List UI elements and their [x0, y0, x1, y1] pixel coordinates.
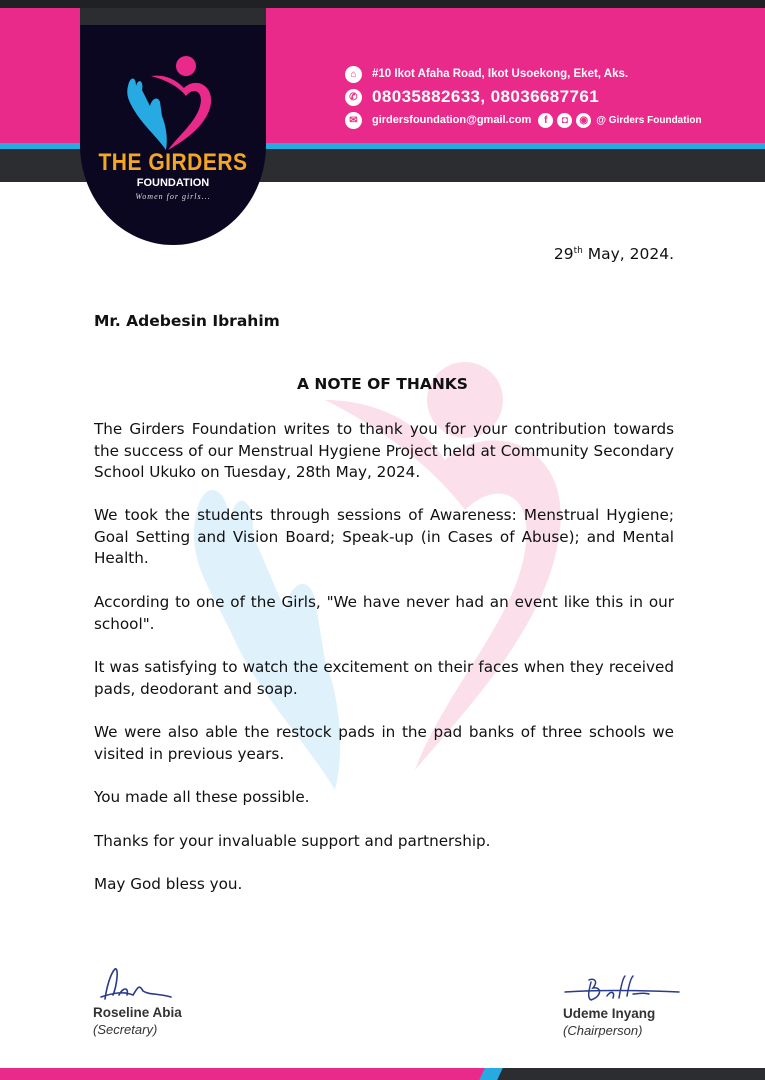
home-icon: ⌂	[345, 66, 362, 83]
contact-email: girdersfoundation@gmail.com	[372, 114, 532, 126]
phone-icon: ✆	[345, 89, 362, 106]
signatory-name: Roseline Abia	[93, 1005, 182, 1020]
logo	[80, 8, 266, 245]
social-circle-icon: ◉	[576, 113, 591, 128]
date-suffix: th	[573, 245, 583, 256]
paragraph: Thanks for your invaluable support and partnership.	[94, 832, 491, 850]
date-day: 29	[553, 245, 574, 263]
contact-phones: 08035882633, 08036687761	[372, 87, 600, 106]
envelope-icon: ✉	[345, 112, 362, 129]
paragraph: We took the students through sessions of Awareness: Menstrual Hygiene; Goal Setting and Vision Board; Speak-up (in Cases of Abuse); and Mental Health.	[94, 506, 674, 567]
contact-email-row	[345, 110, 702, 130]
instagram-icon: ◘	[557, 113, 572, 128]
paragraph: We were also able the restock pads in the pad banks of three schools we visited in previous years.	[94, 723, 674, 763]
paragraph: You made all these possible.	[94, 788, 310, 806]
logo-subtitle: FOUNDATION	[136, 177, 210, 189]
signatory-secretary	[93, 965, 183, 1037]
logo-tagline: Women for girls...	[135, 192, 211, 201]
signatory-role: (Chairperson)	[563, 1023, 643, 1038]
signature-mark-icon	[93, 965, 183, 1005]
contact-address: #10 Ikot Afaha Road, Ikot Usoekong, Eket, Aks.	[372, 68, 629, 80]
signatory-chairperson	[563, 972, 683, 1038]
letter-date	[554, 245, 674, 263]
footer-dark-band	[496, 1068, 765, 1080]
social-handle: @ Girders Foundation	[596, 114, 702, 126]
recipient-name: Mr. Adebesin Ibrahim	[94, 312, 280, 330]
logo-shield-top	[80, 8, 266, 25]
signatory-name: Udeme Inyang	[563, 1006, 656, 1021]
footer-pink-band	[0, 1068, 488, 1080]
paragraph: The Girders Foundation writes to thank you for your contribution towards the success of our Menstrual Hygiene Project held at Community Secondary School Ukuko on Tuesday, 28th May, 2024.	[94, 420, 674, 481]
signature-mark-icon	[563, 972, 683, 1006]
header-top-strip	[0, 0, 765, 8]
contact-phone-row	[345, 84, 702, 110]
paragraph: May God bless you.	[94, 875, 243, 893]
paragraph: According to one of the Girls, "We have never had an event like this in our school".	[94, 593, 674, 633]
facebook-icon: f	[538, 113, 553, 128]
logo-heart-hand-icon	[116, 46, 226, 156]
contact-block	[345, 64, 702, 130]
logo-title: THE GIRDERS	[98, 149, 248, 176]
paragraph: It was satisfying to watch the excitement on their faces when they received pads, deodorant and soap.	[94, 658, 674, 698]
date-rest: May, 2024.	[582, 245, 674, 263]
letter-heading: A NOTE OF THANKS	[297, 375, 468, 393]
contact-address-row	[345, 64, 702, 84]
signatory-role: (Secretary)	[93, 1022, 158, 1037]
